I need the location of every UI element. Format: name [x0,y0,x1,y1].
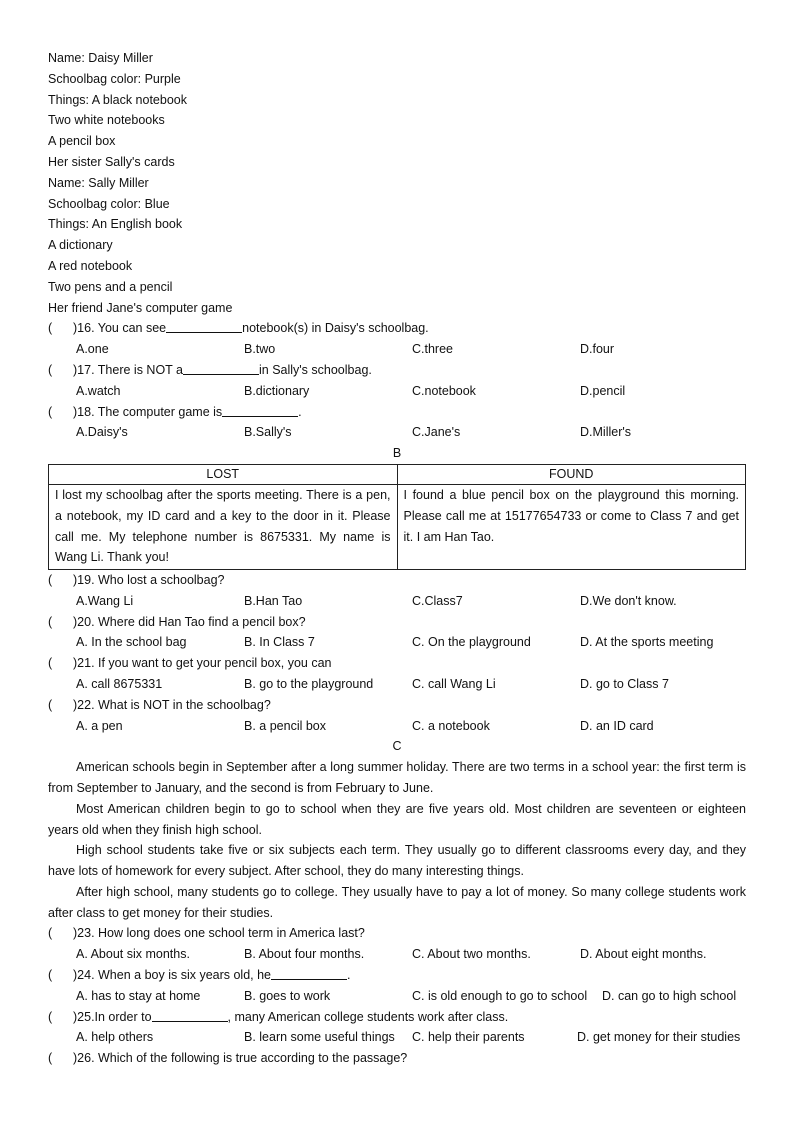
card-line: Name: Sally Miller [48,175,149,190]
answer-paren[interactable]: ( [48,572,53,587]
option-a[interactable]: A. call 8675331 [76,676,163,691]
question-24 [48,965,746,986]
question-text: )25.In order to [73,1009,152,1024]
option-d[interactable]: D. About eight months. [580,947,707,962]
option-b[interactable]: B. learn some useful things [244,1030,395,1045]
option-c[interactable]: C. help their parents [412,1030,525,1045]
option-b[interactable]: B. go to the playground [244,676,374,691]
option-c[interactable]: C. a notebook [412,718,490,733]
question-text: )20. Where did Han Tao find a pencil box? [73,614,306,629]
info-cards [48,48,746,318]
found-notice: I found a blue pencil box on the playground this morning. Please call me at 15177654733 or come to Class 7 and get it. I am Han Tao. [397,484,746,569]
section-b-heading: B [392,446,402,461]
answer-blank[interactable] [166,318,242,333]
option-c[interactable]: C. On the playground [412,635,531,650]
option-a[interactable]: A. In the school bag [76,635,187,650]
option-d[interactable]: D. go to Class 7 [580,676,669,691]
option-c[interactable]: C. About two months. [412,947,531,962]
question-text: )21. If you want to get your pencil box, you can [73,656,332,671]
option-a[interactable]: A.watch [76,383,121,398]
option-b[interactable]: B.Han Tao [244,593,303,608]
options-18 [48,422,746,443]
option-d[interactable]: D.pencil [580,383,626,398]
question-20 [48,612,746,633]
option-a[interactable]: A. help others [76,1030,154,1045]
card-line: A pencil box [48,134,116,149]
card-line: Schoolbag color: Purple [48,71,181,86]
reading-passage [48,757,746,923]
lost-found-table [48,464,746,570]
question-text: )16. You can see [73,321,167,336]
question-text: )26. Which of the following is true according to the passage? [73,1051,408,1066]
options-23 [48,944,746,965]
question-text: notebook(s) in Daisy's schoolbag. [242,321,429,336]
option-a[interactable]: A. About six months. [76,947,190,962]
question-23 [48,923,746,944]
passage-paragraph: After high school, many students go to college. They usually have to pay a lot of money. So many college students work after class to get money for their studies. [48,884,746,920]
answer-paren[interactable]: ( [48,321,53,336]
answer-paren[interactable]: ( [48,697,53,712]
option-b[interactable]: B. About four months. [244,947,365,962]
options-19 [48,591,746,612]
answer-paren[interactable]: ( [48,656,53,671]
question-26 [48,1048,746,1069]
option-b[interactable]: B.Sally's [244,425,292,440]
option-b[interactable]: B. goes to work [244,988,331,1003]
question-text: )17. There is NOT a [73,362,183,377]
options-20 [48,632,746,653]
question-text: . [347,968,351,983]
question-text: )18. The computer game is [73,404,223,419]
option-b[interactable]: B.dictionary [244,383,310,398]
option-a[interactable]: A. a pen [76,718,123,733]
options-22 [48,716,746,737]
option-c[interactable]: C.notebook [412,383,476,398]
answer-paren[interactable]: ( [48,614,53,629]
answer-paren[interactable]: ( [48,926,53,941]
option-a[interactable]: A.Wang Li [76,593,134,608]
answer-blank[interactable] [183,360,259,375]
question-text: )19. Who lost a schoolbag? [73,572,225,587]
passage-paragraph: Most American children begin to go to school when they are five years old. Most children are seventeen or eighteen years old when they finish high school. [48,801,746,837]
card-line: A red notebook [48,258,133,273]
option-a[interactable]: A.one [76,342,109,357]
option-d[interactable]: D. get money for their studies [577,1030,741,1045]
card-line: Two white notebooks [48,113,165,128]
option-c[interactable]: C.Jane's [412,425,461,440]
option-c[interactable]: C.Class7 [412,593,463,608]
question-text: in Sally's schoolbag. [259,362,372,377]
found-header: FOUND [397,464,746,484]
section-c-heading: C [392,739,402,754]
option-d[interactable]: D.Miller's [580,425,631,440]
card-line: Her friend Jane's computer game [48,300,233,315]
lost-header: LOST [49,464,398,484]
option-d[interactable]: D. can go to high school [602,988,737,1003]
options-25 [48,1027,746,1048]
answer-paren[interactable]: ( [48,404,53,419]
answer-paren[interactable]: ( [48,1009,53,1024]
options-24 [48,986,746,1007]
passage-paragraph: American schools begin in September after a long summer holiday. There are two terms in a school year: the first term is from September to January, and the second is from February to June. [48,760,746,795]
option-c[interactable]: C.three [412,342,453,357]
option-c[interactable]: C. call Wang Li [412,676,496,691]
answer-blank[interactable] [271,965,347,980]
card-line: Things: An English book [48,217,183,232]
option-b[interactable]: B. In Class 7 [244,635,315,650]
question-text: )22. What is NOT in the schoolbag? [73,697,271,712]
question-18 [48,402,746,423]
option-d[interactable]: D. an ID card [580,718,654,733]
question-19 [48,570,746,591]
options-17 [48,381,746,402]
question-text: , many American college students work after class. [227,1009,509,1024]
card-line: Things: A black notebook [48,92,187,107]
question-text: . [298,404,302,419]
options-21 [48,674,746,695]
option-a[interactable]: A. has to stay at home [76,988,201,1003]
options-16 [48,339,746,360]
question-21 [48,653,746,674]
question-text: )23. How long does one school term in America last? [73,926,365,941]
passage-paragraph: High school students take five or six subjects each term. They usually go to different classrooms every day, and they have lots of homework for every subject. After school, they do many interesting things. [48,843,746,879]
card-line: Schoolbag color: Blue [48,196,170,211]
answer-blank[interactable] [222,402,298,417]
option-b[interactable]: B.two [244,342,276,357]
answer-paren[interactable]: ( [48,968,53,983]
option-b[interactable]: B. a pencil box [244,718,326,733]
answer-blank[interactable] [152,1007,228,1022]
option-a[interactable]: A.Daisy's [76,425,128,440]
question-17 [48,360,746,381]
question-16 [48,318,746,339]
lost-notice: I lost my schoolbag after the sports meeting. There is a pen, a notebook, my ID card and a key to the door in it. Please call me. My telephone number is 8675331. My name is Wang Li. Thank you! [49,484,398,569]
question-25 [48,1007,746,1028]
card-line: Name: Daisy Miller [48,51,153,65]
card-line: Two pens and a pencil [48,279,173,294]
option-d[interactable]: D.four [580,342,615,357]
option-c[interactable]: C. is old enough to go to school [412,988,588,1003]
question-22 [48,695,746,716]
answer-paren[interactable]: ( [48,362,53,377]
worksheet-page [48,48,746,1069]
question-text: )24. When a boy is six years old, he [73,968,272,983]
option-d[interactable]: D.We don't know. [580,593,677,608]
option-d[interactable]: D. At the sports meeting [580,635,714,650]
card-line: Her sister Sally's cards [48,154,175,169]
card-line: A dictionary [48,238,113,253]
answer-paren[interactable]: ( [48,1051,53,1066]
